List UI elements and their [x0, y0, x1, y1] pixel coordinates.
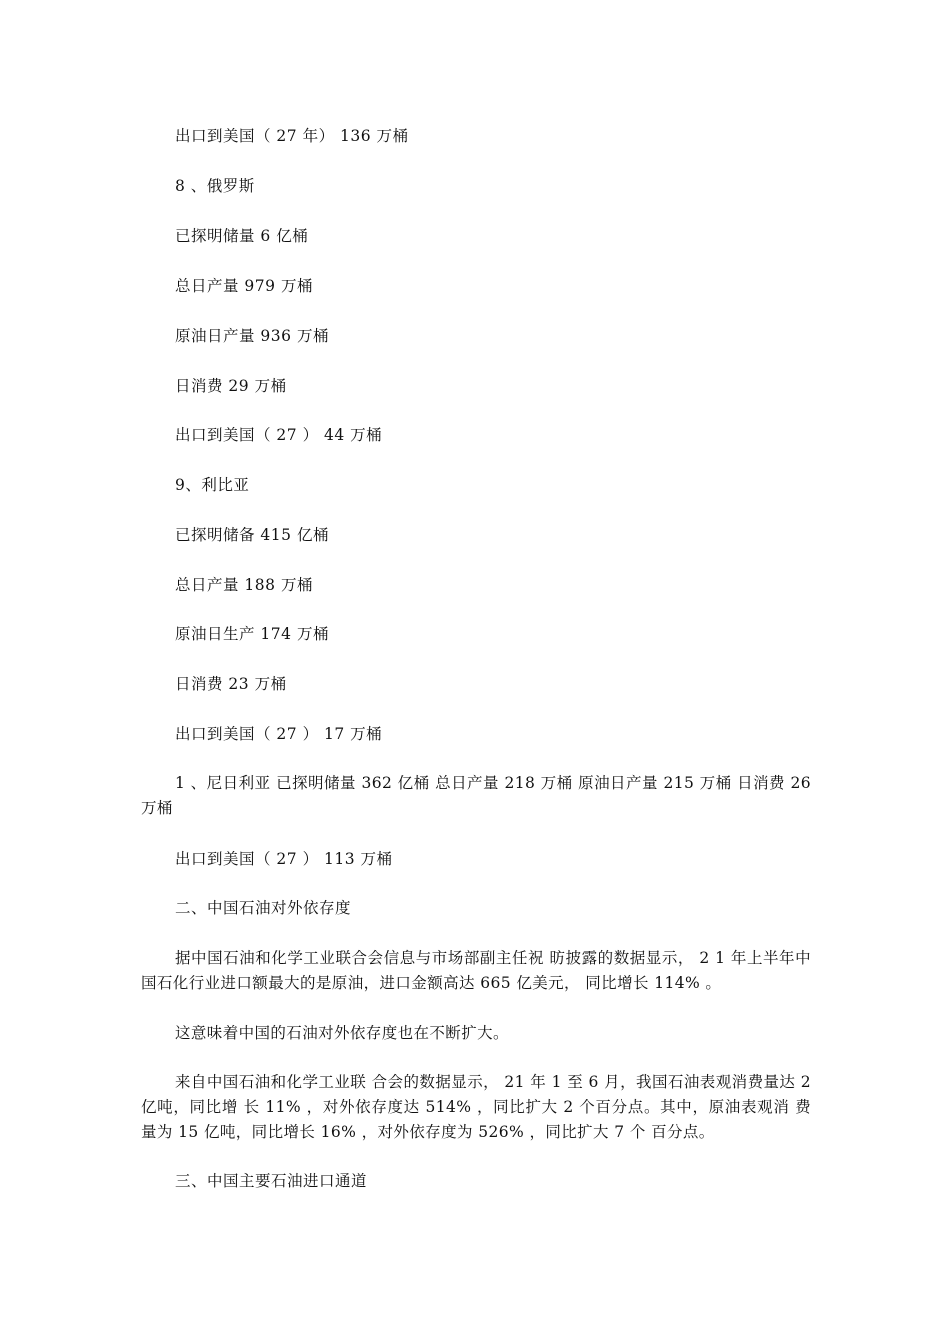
- line-russia-consumption: 日消费 29 万桶: [175, 377, 287, 395]
- line-nigeria-export: 出口到美国（ 27 ） 113 万桶: [175, 850, 393, 868]
- paragraph-consumption-data: 来自中国石油和化学工业联 合会的数据显示， 21 年 1 至 6 月，我国石油表观消费量达 2 亿吨，同比增 长 11% ，对外依存度达 514% ，同比扩大 2 个百分点。其中，原油表观消 费量为 15 亿吨，同比增长 16% ，对外依存度为 526% ，同比扩大 7 个 百分点。: [141, 1073, 811, 1141]
- paragraph-nigeria: 1 、尼日利亚 已探明储量 362 亿桶 总日产量 218 万桶 原油日产量 215 万桶 日消费 26 万桶: [141, 774, 811, 817]
- line-russia-export: 出口到美国（ 27 ） 44 万桶: [175, 426, 383, 444]
- line-libya-export: 出口到美国（ 27 ） 17 万桶: [175, 725, 383, 743]
- line-libya-prev-export: 出口到美国（ 27 年） 136 万桶: [175, 127, 409, 145]
- line-libya-total-output: 总日产量 188 万桶: [175, 576, 313, 594]
- line-russia-crude-output: 原油日产量 936 万桶: [175, 327, 329, 345]
- section-heading-import-channels: 三、中国主要石油进口通道: [175, 1172, 368, 1190]
- paragraph-import-data: 据中国石油和化学工业联合会信息与市场部副主任祝 昉披露的数据显示， 2 1 年上半年中国石化行业进口额最大的是原油，进口金额高达 665 亿美元， 同比增长 114% 。: [141, 949, 811, 992]
- line-libya-reserves: 已探明储备 415 亿桶: [175, 526, 329, 544]
- line-russia-total-output: 总日产量 979 万桶: [175, 277, 313, 295]
- line-libya-consumption: 日消费 23 万桶: [175, 675, 287, 693]
- section-heading-dependence: 二、中国石油对外依存度: [175, 899, 352, 917]
- paragraph-dependence-rising: 这意味着中国的石油对外依存度也在不断扩大。: [175, 1024, 509, 1042]
- line-russia-reserves: 已探明储量 6 亿桶: [175, 227, 309, 245]
- heading-libya: 9、利比亚: [175, 476, 250, 494]
- heading-russia: 8 、俄罗斯: [175, 177, 255, 195]
- line-libya-crude-output: 原油日生产 174 万桶: [175, 625, 329, 643]
